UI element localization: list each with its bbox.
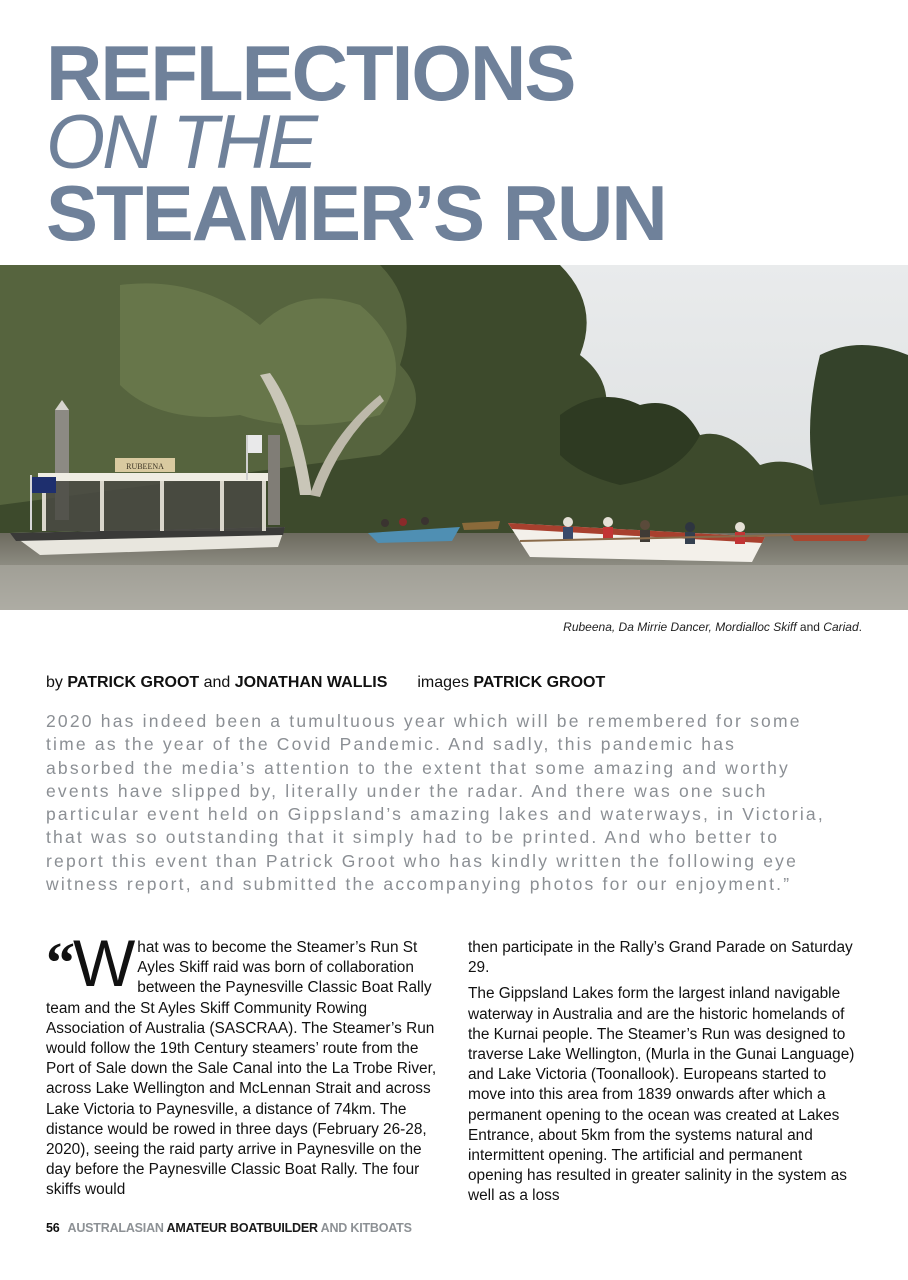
caption-period: . <box>858 620 862 634</box>
byline-and: and <box>199 674 235 691</box>
photographer: PATRICK GROOT <box>473 674 606 691</box>
body-paragraph-1: hat was to become the Steamer’s Run St Ayles Skiff raid was born of collaboration between the Paynesville Classic Boat Rally team and the St Ayles Skiff Community Rowing Association of Australia (SASCRAA). The Steamer’s Run would follow the 19th Century steamers’ route from the Port of Sale down the Sale Canal into the La Trobe River, across Lake Wellington and McLennan Strait and across Lake Victoria to Paynesville, a distance of 74km. The distance would be rowed in three days (February 26-28, 2020), seeing the raid party arrive in Paynesville on the day before the Paynesville Classic Boat Rally. The four skiffs would <box>46 939 437 1199</box>
publication-name-3: AND KITBOATS <box>317 1221 412 1235</box>
body-column-left <box>46 926 438 1207</box>
publication-name-1: AUSTRALASIAN <box>67 1221 167 1235</box>
photo-caption <box>563 620 862 634</box>
byline-images: images <box>417 674 474 691</box>
headline-line-3: STEAMER’S RUN <box>46 169 666 257</box>
author-2: JONATHAN WALLIS <box>234 674 388 691</box>
photo-rowing-boats <box>0 265 908 610</box>
body-paragraph-3: The Gippsland Lakes form the largest inland navigable waterway in Australia and are the historic homelands of the Kurnai people. The Steamer’s Run was designed to traverse Lake Wellington, (Murla in the Gunai Language) and Lake Victoria (Toonallook). Europeans started to move into this area from 1839 onwards after which a permanent opening to the ocean was created at Lakes Entrance, about 5km from the systems natural and intermittent opening. The artificial and permanent opening has resulted in greater salinity in the system as well as a loss <box>468 985 855 1205</box>
caption-and: and <box>796 620 824 634</box>
body-column-right <box>468 938 860 1213</box>
page-footer <box>46 1221 412 1235</box>
intro-paragraph: 2020 has indeed been a tumultuous year which will be remembered for some time as the year of the Covid Pandemic. And sadly, this pandemic has absorbed the media’s attention to the extent that some amazing and worthy events have slipped by, literally under the radar. And there was one such particular event held on Gippsland’s amazing lakes and waterways, in Victoria, that was so outstanding that it simply had to be printed. And who better to report this event than Patrick Groot who has kindly written the following eye witness report, and submitted the accompanying photos for our enjoyment.” <box>46 711 825 895</box>
publication-name-2: AMATEUR BOATBUILDER <box>166 1221 318 1235</box>
headline-line-2: ON THE <box>46 100 316 185</box>
drop-cap-quote: “ <box>46 930 73 995</box>
headline-line-1: REFLECTIONS <box>46 29 575 117</box>
caption-cariad: Cariad <box>823 620 859 634</box>
article-headline <box>46 29 866 257</box>
caption-boats: Rubeena, Da Mirrie Dancer, Mordialloc Skiff <box>563 620 797 634</box>
drop-cap-letter: W <box>73 926 134 1000</box>
byline-by: by <box>46 674 68 691</box>
byline <box>46 674 605 692</box>
author-1: PATRICK GROOT <box>67 674 200 691</box>
photo-rowing-boats-icon <box>0 265 908 610</box>
body-paragraph-2: then participate in the Rally’s Grand Parade on Saturday 29. <box>468 939 853 977</box>
drop-cap <box>46 926 134 1000</box>
page-number: 56 <box>46 1221 60 1235</box>
boat-sign-text: RUBEENA <box>126 462 164 471</box>
